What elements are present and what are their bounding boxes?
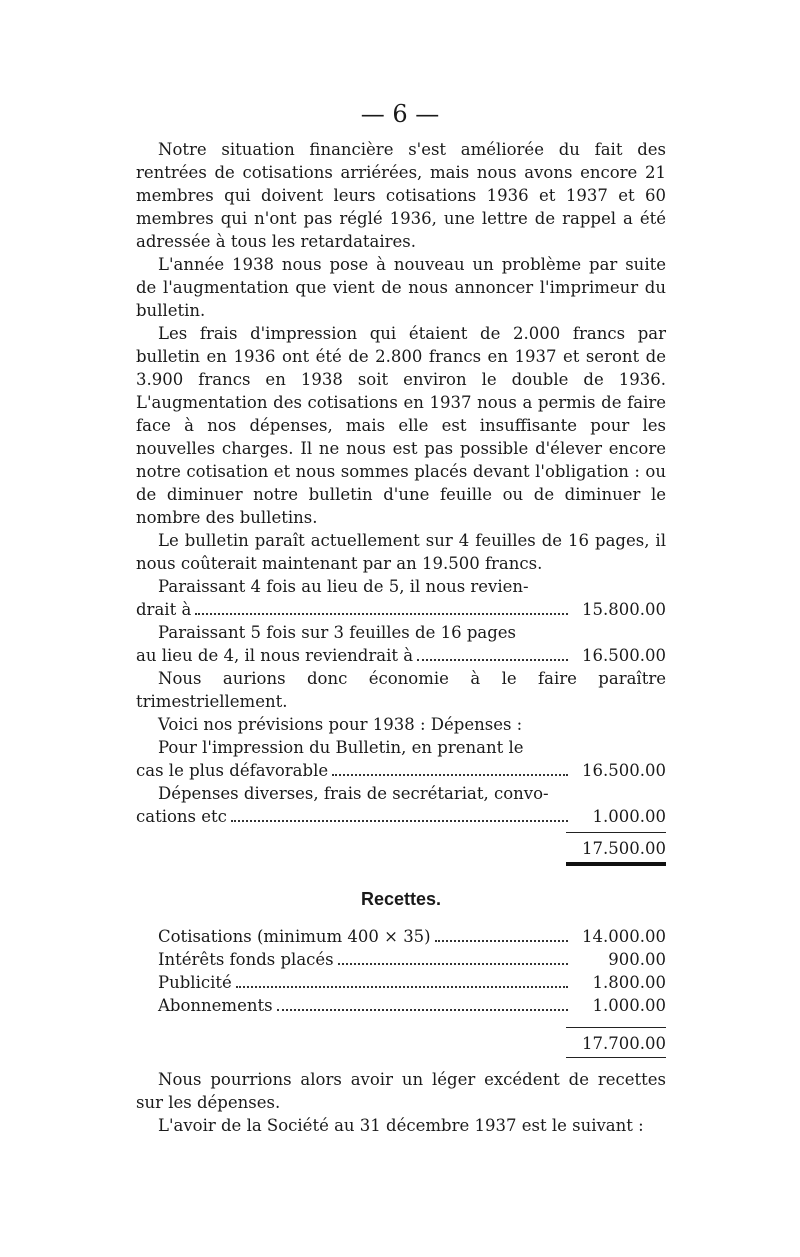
- entry-label: cas le plus défavorable: [136, 761, 329, 780]
- entry-amount: 1.000.00: [592, 996, 666, 1015]
- paragraph: Le bulletin paraît actuellement sur 4 feuilles de 16 pages, il nous coûterait maintenant par an 19.500 francs.: [136, 531, 666, 573]
- dot-leader: [332, 774, 568, 776]
- option-entry: [136, 575, 666, 621]
- entry-amount: 900.00: [608, 950, 666, 969]
- dot-leader: [231, 820, 568, 822]
- paragraph: Notre situation financière s'est améliorée du fait des rentrées de cotisations arriérées, mais nous avons encore 21 membres qui doivent leurs cotisations 1936 et 1937 et 60 membres qui n'ont pas réglé 1936, une lettre de rappel a été adressée à tous les retardataires.: [136, 140, 666, 251]
- entry-line: Paraissant 4 fois au lieu de 5, il nous revien-: [158, 577, 529, 596]
- entry-label: Cotisations (minimum 400 × 35): [158, 927, 431, 946]
- depense-entry: [136, 736, 666, 782]
- recette-row: [136, 994, 666, 1017]
- depense-entry: [136, 782, 666, 828]
- entry-label: cations etc: [136, 807, 227, 826]
- entry-amount: 1.800.00: [592, 973, 666, 992]
- dot-leader: [417, 659, 568, 661]
- entry-amount: 14.000.00: [582, 927, 666, 946]
- dot-leader: [236, 986, 568, 988]
- entry-label: au lieu de 4, il nous reviendrait à: [136, 646, 414, 665]
- entry-line: Pour l'impression du Bulletin, en prenant le: [158, 738, 524, 757]
- recettes-heading: Recettes.: [360, 889, 442, 909]
- body-text: [136, 138, 666, 1137]
- dot-leader: [435, 940, 568, 942]
- paragraph: Nous aurions donc économie à le faire paraître trimestriellement.: [136, 669, 666, 711]
- page-number: — 6 —: [360, 100, 440, 128]
- entry-label: drait à: [136, 600, 192, 619]
- depenses-intro: Voici nos prévisions pour 1938 : Dépenses :: [158, 715, 523, 734]
- dot-leader: [338, 963, 568, 965]
- option-entry: [136, 621, 666, 667]
- dot-leader: [195, 613, 568, 615]
- total-rule: [136, 860, 666, 866]
- paragraph: Nous pourrions alors avoir un léger excédent de recettes sur les dépenses.: [136, 1070, 666, 1112]
- entry-amount: 1.000.00: [592, 807, 666, 826]
- entry-label: Abonnements: [158, 996, 273, 1015]
- paragraph: L'avoir de la Société au 31 décembre 1937 est le suivant :: [158, 1116, 644, 1135]
- dot-leader: [277, 1009, 568, 1011]
- paragraph: L'année 1938 nous pose à nouveau un problème par suite de l'augmentation que vient de nous annoncer l'imprimeur du bulletin.: [136, 255, 666, 320]
- recettes-total: 17.700.00: [566, 1027, 666, 1055]
- entry-label: Intérêts fonds placés: [158, 950, 334, 969]
- recette-row: [136, 971, 666, 994]
- recette-row: [136, 948, 666, 971]
- entry-line: Dépenses diverses, frais de secrétariat, convo-: [158, 784, 549, 803]
- depenses-total: 17.500.00: [566, 832, 666, 860]
- entry-amount: 16.500.00: [582, 761, 666, 780]
- entry-amount: 15.800.00: [582, 600, 666, 619]
- recette-row: [136, 925, 666, 948]
- paragraph: Les frais d'impression qui étaient de 2.000 francs par bulletin en 1936 ont été de 2.800 francs en 1937 et seront de 3.900 francs en 1938 soit environ le double de 1936. L'augmentation des cotisations en 1937 nous a permis de faire face à nos dépenses, mais elle est insuffisante pour les nouvelles charges. Il ne nous est pas possible d'élever encore notre cotisation et nous sommes placés devant l'obligation : ou de diminuer notre bulletin d'une feuille ou de diminuer le nombre des bulletins.: [136, 324, 666, 527]
- entry-label: Publicité: [158, 973, 232, 992]
- entry-amount: 16.500.00: [582, 646, 666, 665]
- entry-line: Paraissant 5 fois sur 3 feuilles de 16 pages: [158, 623, 517, 642]
